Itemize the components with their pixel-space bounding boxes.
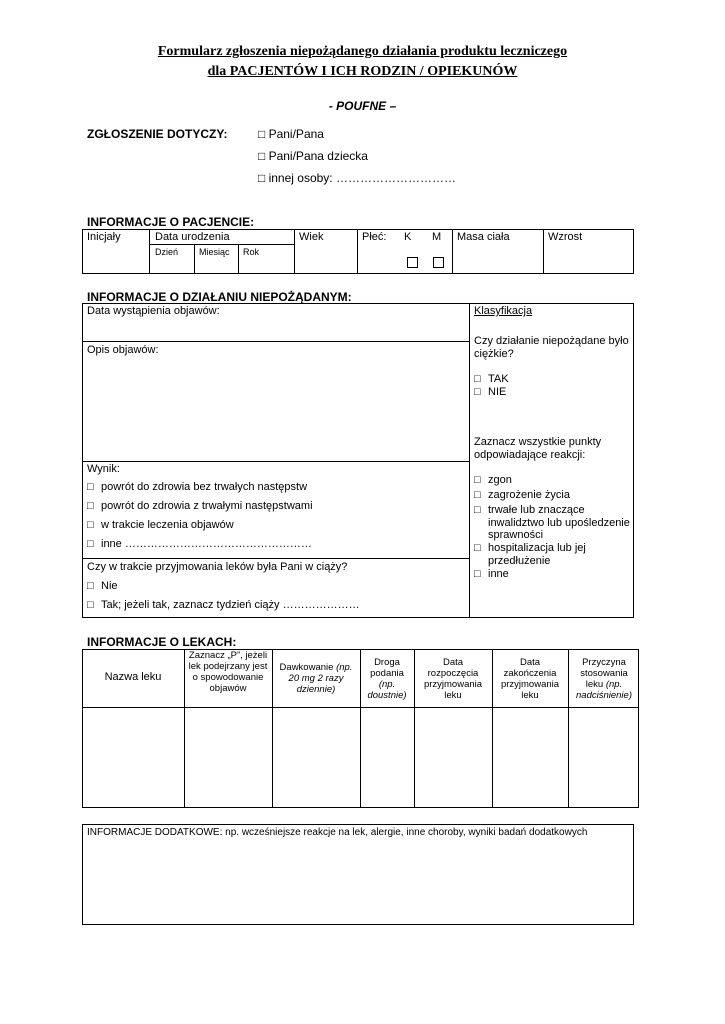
- reporter-option-child[interactable]: □ Pani/Pana dziecka: [258, 149, 368, 163]
- reporter-label: ZGŁOSZENIE DOTYCZY:: [87, 127, 228, 141]
- sex-female-checkbox[interactable]: [407, 257, 418, 268]
- col-route: Droga podania (np. doustnie): [367, 657, 407, 701]
- age-label: Wiek: [299, 231, 324, 243]
- drugs-section-title: INFORMACJE O LEKACH:: [87, 635, 237, 649]
- col-end-date: Data zakończenia przyjmowania leku: [500, 657, 560, 701]
- criteria-option-other[interactable]: □ inne: [474, 568, 509, 580]
- serious-option-no[interactable]: □ NIE: [474, 386, 507, 398]
- col-start-date: Data rozpoczęcia przyjmowania leku: [423, 657, 483, 701]
- criteria-option-life-threat[interactable]: □ zagrożenie życia: [474, 489, 570, 501]
- additional-info-label: INFORMACJE DODATKOWE: np. wcześniejsze reakcje na lek, alergie, inne choroby, wyniki badań dodatkowych: [87, 827, 588, 838]
- col-dosage: Dawkowanie (np. 20 mg 2 razy dziennie): [279, 662, 353, 695]
- description-label: Opis objawów:: [87, 344, 159, 356]
- pregnancy-question: Czy w trakcie przyjmowania leków była Pani w ciąży?: [87, 561, 348, 573]
- outcome-option[interactable]: □ powrót do zdrowia bez trwałych następstw: [87, 481, 308, 493]
- pregnancy-option-no[interactable]: □ Nie: [87, 580, 118, 592]
- outcome-label: Wynik:: [87, 463, 120, 475]
- initials-label: Inicjały: [87, 231, 121, 243]
- sex-label: Płeć:: [362, 231, 387, 243]
- outcome-option[interactable]: □ inne ……………………………………………: [87, 538, 312, 550]
- dob-month-label: Miesiąc: [199, 247, 230, 257]
- dob-label: Data urodzenia: [155, 231, 230, 243]
- pregnancy-option-yes[interactable]: □ Tak; jeżeli tak, zaznacz tydzień ciąży …………………: [87, 599, 360, 611]
- sex-female-label: K: [404, 231, 412, 243]
- dob-year-label: Rok: [243, 247, 260, 257]
- outcome-option[interactable]: □ powrót do zdrowia z trwałymi następstwami: [87, 500, 313, 512]
- dob-day-label: Dzień: [155, 247, 179, 257]
- criteria-option-disability[interactable]: □ trwałe lub znaczące inwalidztwo lub upośledzenie sprawności: [474, 504, 630, 541]
- weight-label: Masa ciała: [457, 231, 510, 243]
- form-title-line1: Formularz zgłoszenia niepożądanego działania produktu leczniczego: [157, 44, 568, 59]
- criteria-option-death[interactable]: □ zgon: [474, 474, 512, 486]
- reaction-section-title: INFORMACJE O DZIAŁANIU NIEPOŻĄDANYM:: [87, 290, 352, 304]
- sex-male-label: M: [432, 231, 442, 243]
- patient-section-title: INFORMACJE O PACJENCIE:: [87, 215, 255, 229]
- onset-date-label: Data wystąpienia objawów:: [87, 305, 220, 317]
- col-reason: Przyczyna stosowania leku (np. nadciśnienie): [576, 657, 632, 701]
- additional-info-box[interactable]: [82, 824, 634, 925]
- criteria-label: Zaznacz wszystkie punkty odpowiadające reakcji:: [474, 436, 602, 461]
- confidential-label: - POUFNE –: [328, 99, 397, 113]
- col-drug-name: Nazwa leku: [104, 671, 162, 683]
- serious-question: Czy działanie niepożądane było ciężkie?: [474, 335, 629, 360]
- height-label: Wzrost: [548, 231, 583, 243]
- outcome-option[interactable]: □ w trakcie leczenia objawów: [87, 519, 234, 531]
- criteria-option-hospitalization[interactable]: □ hospitalizacja lub jej przedłużenie: [474, 542, 586, 567]
- classification-label: Klasyfikacja: [474, 305, 533, 317]
- reporter-option-self[interactable]: □ Pani/Pana: [258, 127, 324, 141]
- form-title-line2: dla PACJENTÓW I ICH RODZIN / OPIEKUNÓW: [207, 64, 518, 79]
- sex-male-checkbox[interactable]: [433, 257, 444, 268]
- col-suspect: Zaznacz „P”, jeżeli lek podejrzany jest o spowodowanie objawów: [188, 650, 268, 694]
- reporter-option-other[interactable]: □ innej osoby: …………………………: [258, 171, 456, 185]
- serious-option-yes[interactable]: □ TAK: [474, 373, 509, 385]
